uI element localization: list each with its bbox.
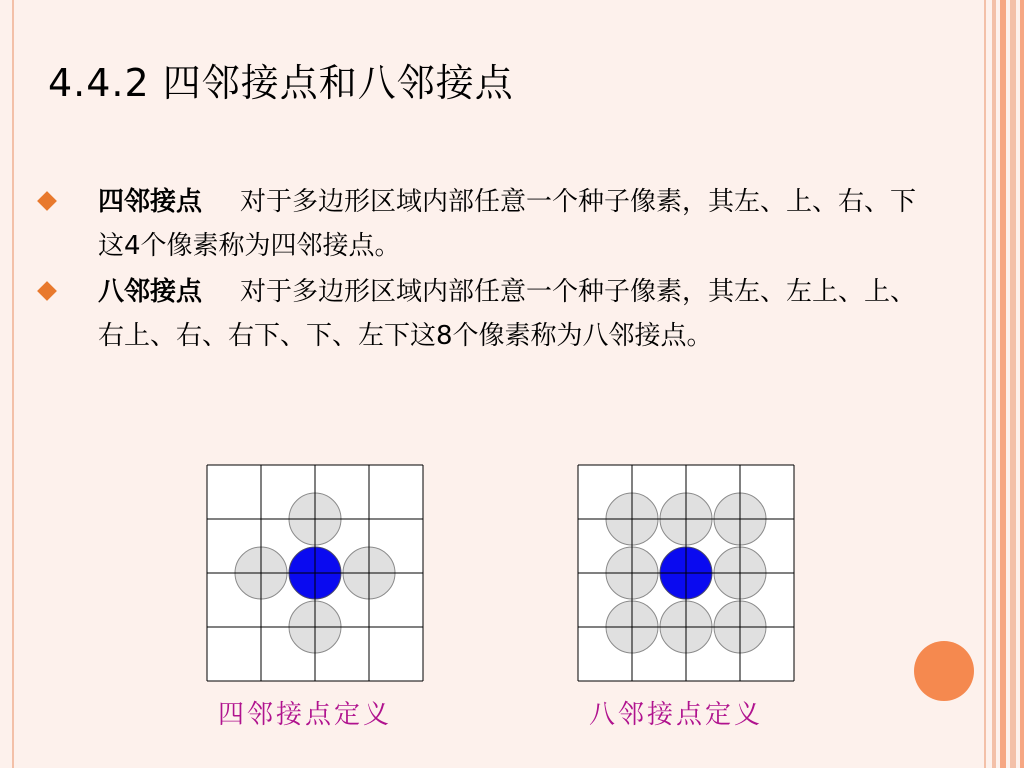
- diamond-bullet-icon: [37, 281, 57, 301]
- diamond-bullet-icon: [37, 191, 57, 211]
- eight-neighbor-caption: 八邻接点定义: [589, 700, 764, 730]
- bullet-eight-neighbor: [40, 270, 940, 358]
- bullet-list: [40, 180, 940, 360]
- right-decorative-stripes: [988, 0, 1024, 768]
- eight-neighbor-grid: [577, 464, 795, 682]
- bullet-term: 四邻接点: [98, 187, 203, 217]
- bullet-text: 对于多边形区域内部任意一个种子像素，其左、左上、上、右上、右、右下、下、左下这8个像素称为八邻接点。: [98, 277, 917, 351]
- slide-title: 4.4.2 四邻接点和八邻接点: [48, 61, 514, 105]
- four-neighbor-caption: 四邻接点定义: [218, 700, 393, 730]
- right-border-line: [984, 0, 986, 768]
- bullet-term: 八邻接点: [98, 277, 203, 307]
- bullet-four-neighbor: [40, 180, 940, 268]
- decorative-orange-circle: [914, 641, 974, 701]
- four-neighbor-grid: [206, 464, 424, 682]
- left-border-line: [12, 0, 14, 768]
- bullet-text: 对于多边形区域内部任意一个种子像素，其左、上、右、下这4个像素称为四邻接点。: [98, 187, 917, 261]
